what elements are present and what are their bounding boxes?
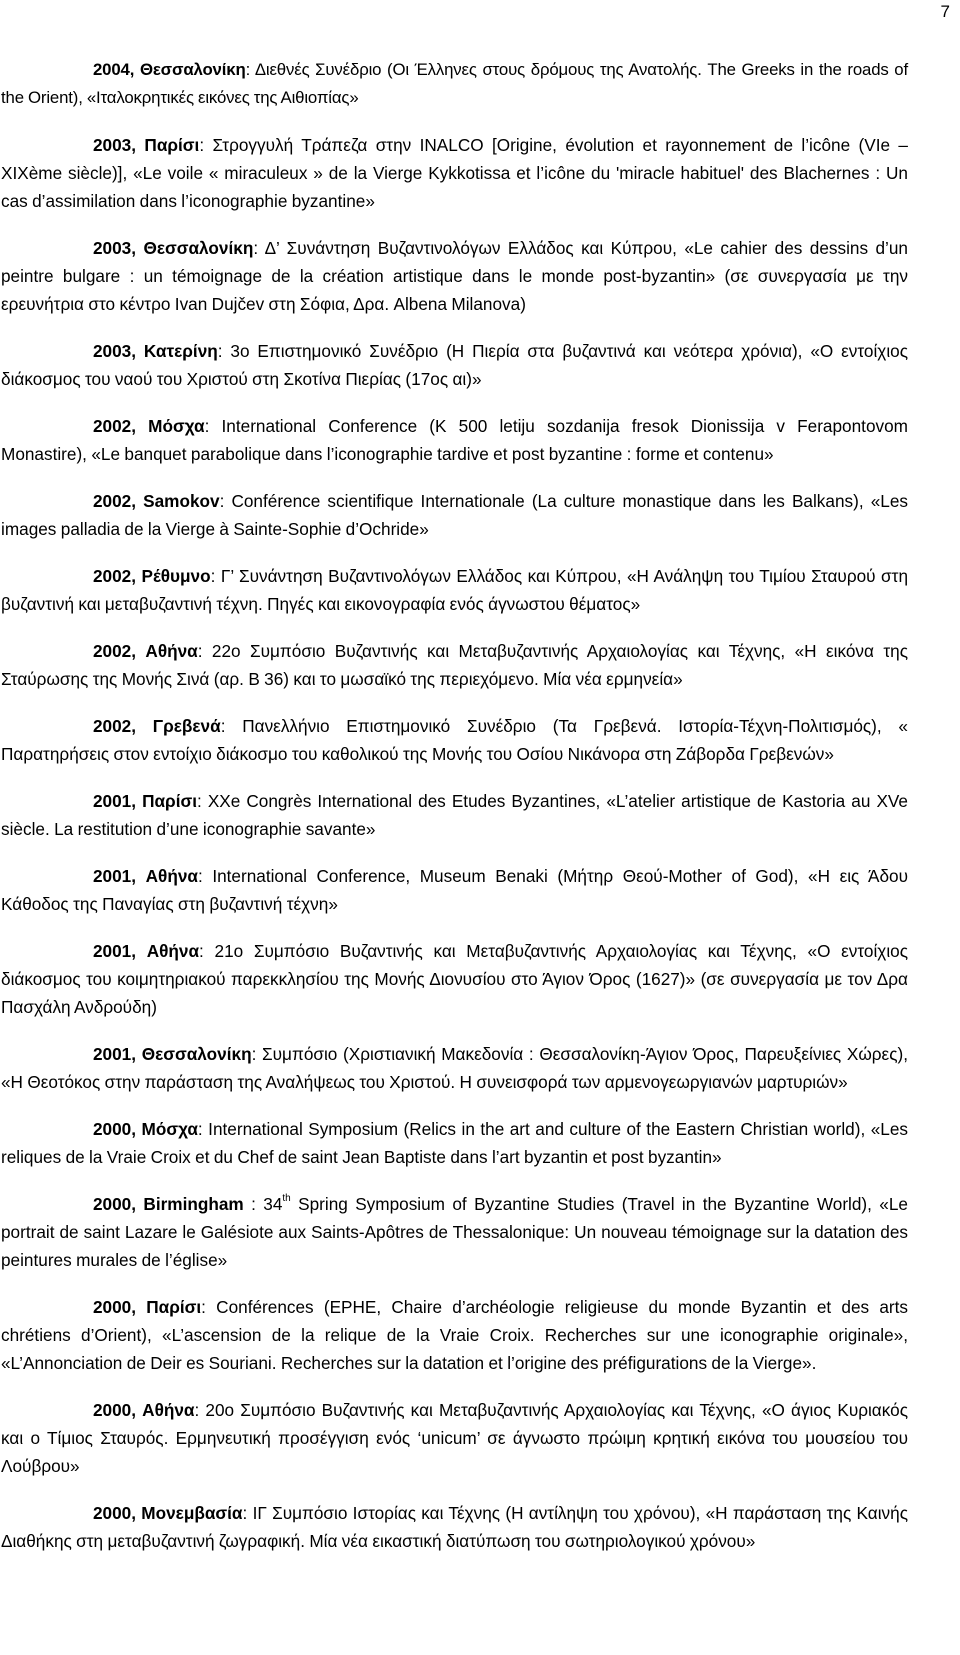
entry-text: : Conférences (EPHE, Chaire d’archéologie religieuse du monde Byzantin et des arts chrétiens d’Orient), «L’ascension de la relique de la Vraie Croix. Recherches sur une iconographie originale», «L’Annonciation de Deir es Souriani. Recherches sur la datation et l’origine des préfigurations de la Vierge». [1, 1297, 908, 1373]
entry-year: 2001, [93, 941, 137, 961]
list-item [1, 1190, 908, 1274]
entry-year: 2001, [93, 866, 137, 886]
entry-place: Θεσσαλονίκη [139, 60, 246, 79]
entry-place: Παρίσι [144, 135, 200, 155]
entry-place: Αθήνα [146, 941, 200, 961]
entry-year: 2002, [93, 641, 137, 661]
list-item [1, 1293, 908, 1377]
entry-place: Θεσσαλονίκη [143, 238, 254, 258]
list-item [1, 787, 908, 843]
ordinal-superscript: th [282, 1193, 291, 1204]
list-item [1, 412, 908, 468]
entry-text-prefix: : 34 [243, 1194, 283, 1214]
entry-text: : Διεθνές Συνέδριο (Οι Έλληνες στους δρόμους της Ανατολής. The Greeks in the roads of the Orient), «Ιταλοκρητικές εικόνες της Αιθιοπίας» [1, 60, 908, 107]
entry-year: 2002, [93, 491, 137, 511]
entry-place: Μόσχα [141, 1119, 198, 1139]
list-item [1, 487, 908, 543]
entry-place: Ρέθυμνο [141, 566, 211, 586]
entry-text: : 22ο Συμπόσιο Βυζαντινής και Μεταβυζαντινής Αρχαιολογίας και Τέχνης, «Η εικόνα της Σταύρωσης της Μονής Σινά (αρ. Β 36) και το μωσαϊκό της περιεχόμενο. Μία νέα ερμηνεία» [1, 641, 908, 689]
entry-year: 2000, [93, 1119, 137, 1139]
entry-text: Spring Symposium of Byzantine Studies (Travel in the Byzantine World), «Le portrait de saint Lazare le Galésiote aux Saints-Apôtres de Thessalonique: Un nouveau témoignage sur la datation des peintures murales de l’église» [1, 1194, 908, 1270]
entry-year: 2003, [93, 341, 137, 361]
entry-text: : Συμπόσιο (Χριστιανική Μακεδονία : Θεσσαλονίκη-Άγιον Όρος, Παρευξείνιες Χώρες), «Η Θεοτόκος στην παράσταση της Αναλήψεως του Χριστού. Η συνεισφορά των αρμενογεωργιανών μαρτυριών» [1, 1044, 908, 1092]
entry-place: Birmingham [143, 1194, 244, 1214]
entry-year: 2000, [93, 1297, 137, 1317]
entry-year: 2000, [93, 1400, 137, 1420]
entry-place: Samokov [143, 491, 220, 511]
entry-text: : Στρογγυλή Τράπεζα στην INALCO [Origine, évolution et rayonnement de l’icône (VIe – XIXème siècle)], «Le voile « miraculeux » de la Vierge Kykkotissa et l’icône du 'miracle habituel' des Blachernes : Un cas d’assimilation dans l’iconographie byzantine» [1, 135, 908, 211]
entry-year: 2002, [93, 566, 137, 586]
entry-text: : Conférence scientifique Internationale (La culture monastique dans les Balkans), «Les images palladia de la Vierge à Sainte-Sophie d’Ochride» [1, 491, 908, 539]
list-item [1, 937, 908, 1021]
entry-year: 2000, [93, 1503, 137, 1523]
entry-text: : Γ’ Συνάντηση Βυζαντινολόγων Ελλάδος και Κύπρου, «Η Ανάληψη του Τιμίου Σταυρού στη βυζαντινή και μεταβυζαντινή τέχνη. Πηγές και εικονογραφία ενός άγνωστου θέματος» [1, 566, 908, 614]
entry-place: Γρεβενά [152, 716, 221, 736]
entry-place: Αθήνα [142, 1400, 195, 1420]
entry-year: 2002, [93, 416, 137, 436]
entry-text: : 3ο Επιστημονικό Συνέδριο (Η Πιερία στα βυζαντινά και νεότερα χρόνια), «Ο εντοίχιος διάκοσμος του ναού του Χριστού στη Σκοτίνα Πιερίας (17ος αι)» [1, 341, 908, 389]
list-item [1, 1499, 908, 1555]
entry-place: Αθήνα [145, 866, 198, 886]
entry-text: : Δ’ Συνάντηση Βυζαντινολόγων Ελλάδος και Κύπρου, «Le cahier des dessins d’un peintre bulgare : un témoignage de la création artistique dans le monde post-byzantin» (σε συνεργασία με την ερευνήτρια στο κέντρο Ivan Dujčev στη Σόφια, Δρα. Albena Milanova) [1, 238, 908, 314]
entry-place: Θεσσαλονίκη [141, 1044, 252, 1064]
entry-year: 2003, [93, 238, 137, 258]
entry-year: 2000, [93, 1194, 137, 1214]
entry-place: Κατερίνη [143, 341, 218, 361]
entry-place: Μόσχα [148, 416, 205, 436]
entry-year: 2001, [93, 1044, 137, 1064]
entry-text: : International Conference, Museum Benaki (Μήτηρ Θεού-Mother of God), «Η εις Άδου Κάθοδος της Παναγίας στη βυζαντινή τέχνη» [1, 866, 908, 914]
list-item [1, 234, 908, 318]
entry-year: 2001, [93, 791, 137, 811]
list-item [1, 1396, 908, 1480]
list-item [1, 56, 908, 112]
entry-year: 2003, [93, 135, 137, 155]
list-item [1, 712, 908, 768]
entry-text: : 21ο Συμπόσιο Βυζαντινής και Μεταβυζαντινής Αρχαιολογίας και Τέχνης, «Ο εντοίχιος διάκοσμος του κοιμητηριακού παρεκκλησίου της Μονής Διονυσίου στο Άγιον Όρος (1627)» (σε συνεργασία με τον Δρα Πασχάλη Ανδρούδη) [1, 941, 908, 1017]
entry-place: Μονεμβασία [141, 1503, 243, 1523]
list-item [1, 1115, 908, 1171]
conference-list [1, 56, 908, 1574]
list-item [1, 1040, 908, 1096]
list-item [1, 862, 908, 918]
list-item [1, 131, 908, 215]
entry-place: Παρίσι [146, 1297, 202, 1317]
entry-text: : International Conference (K 500 letiju sozdanija fresok Dionissija v Ferapontovom Monastire), «Le banquet parabolique dans l’iconographie tardive et post byzantine : forme et contenu» [1, 416, 908, 464]
list-item [1, 637, 908, 693]
entry-place: Αθήνα [145, 641, 198, 661]
page-number: 7 [940, 2, 950, 21]
list-item [1, 337, 908, 393]
entry-text: : 20ο Συμπόσιο Βυζαντινής και Μεταβυζαντινής Αρχαιολογίας και Τέχνης, «Ο άγιος Κυριακός και ο Τίμιος Σταυρός. Ερμηνευτική προσέγγιση ενός ‘unicum’ σε άγνωστο πρώιμη κρητική εικόνα του μουσείου του Λούβρου» [1, 1400, 908, 1476]
list-item [1, 562, 908, 618]
entry-text: : International Symposium (Relics in the art and culture of the Eastern Christian world), «Les reliques de la Vraie Croix et du Chef de saint Jean Baptiste dans l’art byzantin et post byzantin» [1, 1119, 908, 1167]
entry-text: : Πανελλήνιο Επιστημονικό Συνέδριο (Τα Γρεβενά. Ιστορία-Τέχνη-Πολιτισμός), « Παρατηρήσεις στον εντοίχιο διάκοσμο του καθολικού της Μονής του Οσίου Νικάνορα στη Ζάβορδα Γρεβενών» [1, 716, 908, 764]
entry-place: Παρίσι [142, 791, 197, 811]
entry-text: : XXe Congrès International des Etudes Byzantines, «L’atelier artistique de Kastoria au XVe siècle. La restitution d’une iconographie savante» [1, 791, 908, 839]
entry-text: : ΙΓ Συμπόσιο Ιστορίας και Τέχνης (Η αντίληψη του χρόνου), «Η παράσταση της Καινής Διαθήκης στη μεταβυζαντινή ζωγραφική. Μία νέα εικαστική διατύπωση του σωτηριολογικού χρόνου» [1, 1503, 908, 1551]
entry-year: 2004, [93, 60, 135, 79]
entry-year: 2002, [93, 716, 137, 736]
